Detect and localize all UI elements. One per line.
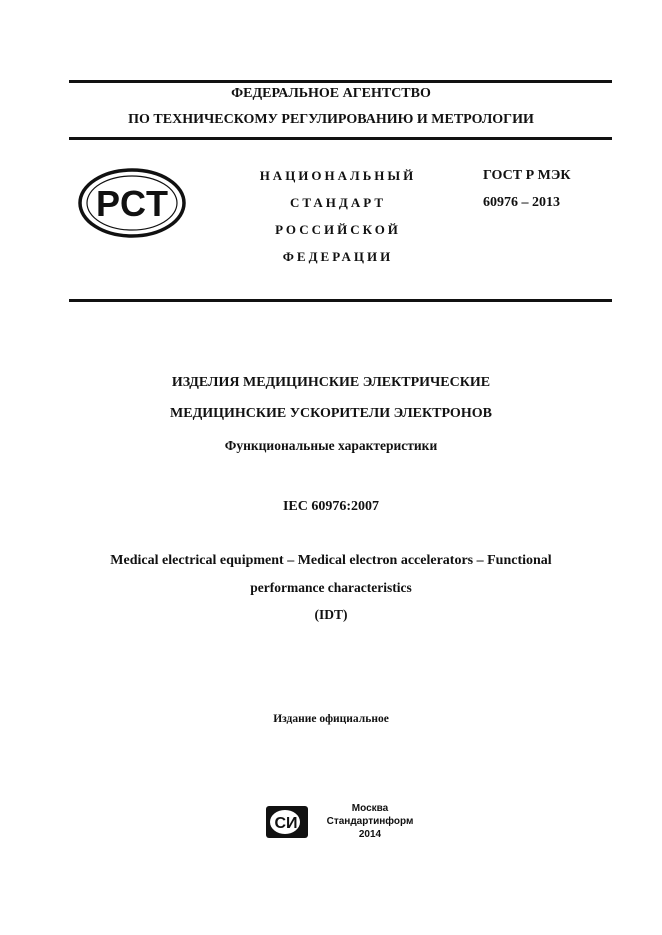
title-subtitle: Функциональные характеристики (224, 438, 438, 453)
standartinform-logo (265, 805, 309, 839)
header-bottom-rule (69, 137, 612, 140)
english-title-line-3: (IDT) (314, 607, 348, 622)
gost-number: 60976 – 2013 (483, 195, 560, 210)
gost-code: ГОСТ Р МЭК (483, 168, 571, 183)
block-bottom-rule (69, 299, 612, 302)
top-rule (69, 80, 612, 83)
national-line-4: ФЕДЕРАЦИИ (282, 249, 394, 264)
edition-label: Издание официальное (273, 713, 389, 725)
title-line-2: МЕДИЦИНСКИЕ УСКОРИТЕЛИ ЭЛЕКТРОНОВ (170, 406, 492, 421)
publisher-city: Москва (351, 803, 389, 814)
national-line-1: НАЦИОНАЛЬНЫЙ (259, 168, 417, 183)
gost-r-logo (77, 168, 187, 238)
publisher-year: 2014 (358, 829, 382, 840)
gost-r-logo-icon (77, 168, 187, 238)
publisher-name: Стандартинформ (326, 816, 414, 827)
agency-line-1: ФЕДЕРАЛЬНОЕ АГЕНТСТВО (231, 86, 431, 101)
gost-r-logo-letters: PCT (96, 183, 168, 224)
english-title-line-2: performance characteristics (250, 580, 412, 595)
iec-reference: IEC 60976:2007 (282, 499, 380, 514)
national-line-3: РОССИЙСКОЙ (275, 222, 401, 237)
title-line-1: ИЗДЕЛИЯ МЕДИЦИНСКИЕ ЭЛЕКТРИЧЕСКИЕ (171, 375, 491, 390)
english-title-line-1: Medical electrical equipment – Medical electron accelerators – Functional (110, 553, 552, 568)
standartinform-logo-letters: СИ (274, 815, 298, 832)
standartinform-logo-icon (265, 805, 309, 839)
national-line-2: СТАНДАРТ (289, 195, 386, 210)
agency-line-2: ПО ТЕХНИЧЕСКОМУ РЕГУЛИРОВАНИЮ И МЕТРОЛОГИИ (128, 112, 534, 127)
